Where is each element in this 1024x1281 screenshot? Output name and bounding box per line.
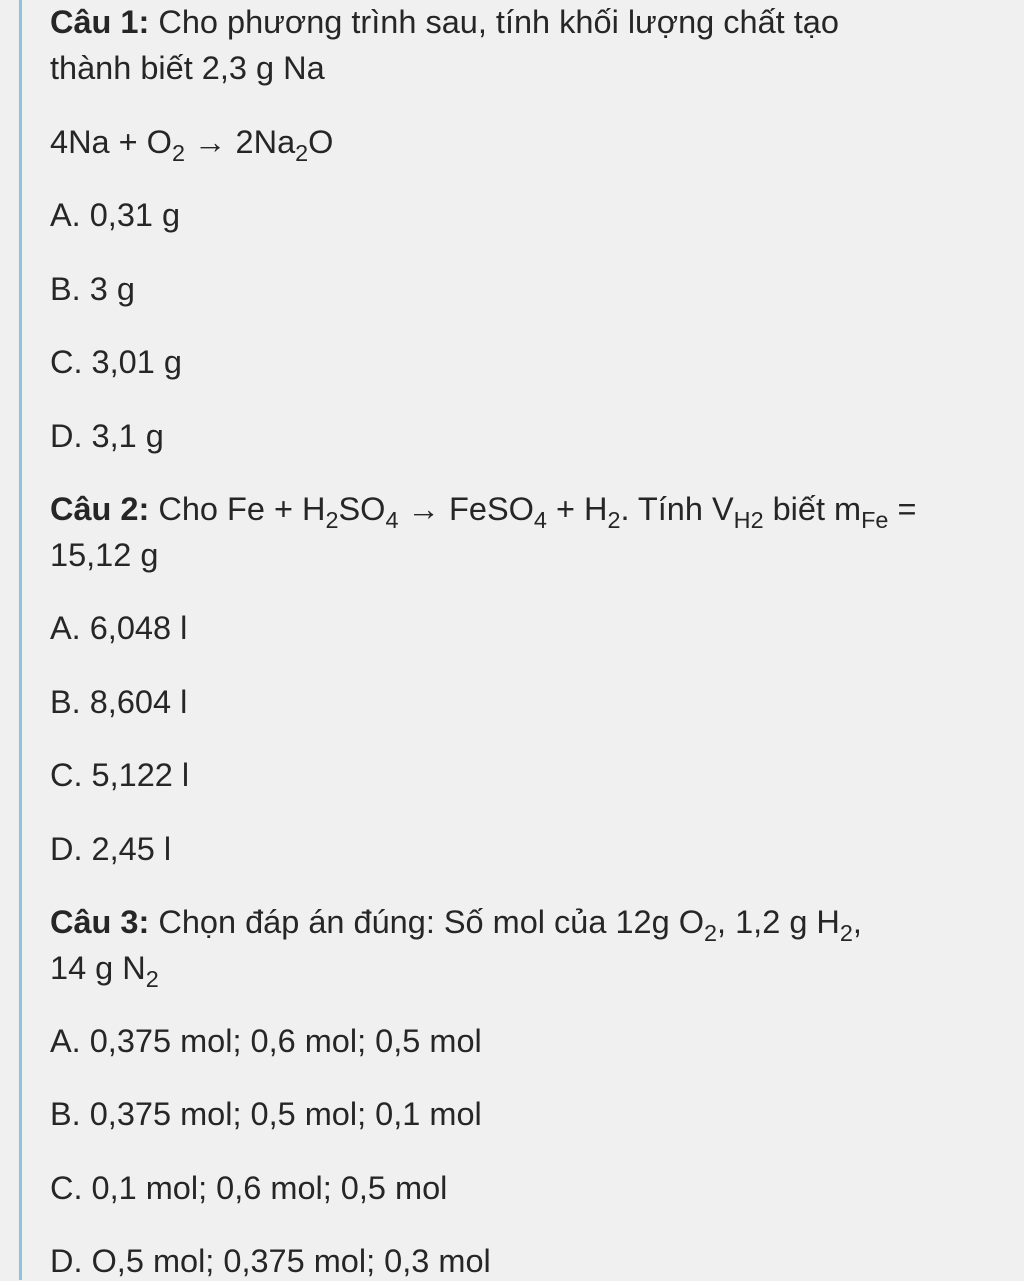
question-3-option-b[interactable]: B. 0,375 mol; 0,5 mol; 0,1 mol <box>50 1096 482 1132</box>
question-1-prompt-line-2: thành biết 2,3 g Na <box>50 50 325 86</box>
question-2-option-d[interactable]: D. 2,45 l <box>50 831 172 867</box>
question-1-heading: Câu 1: <box>50 4 150 40</box>
question-2-prompt-line-2: 15,12 g <box>50 537 159 573</box>
question-1-option-d[interactable]: D. 3,1 g <box>50 418 164 454</box>
question-3-prompt-line-1: Câu 3: Chọn đáp án đúng: Số mol của 12g $O_2$, 1,2 g $H_2$, <box>50 904 862 947</box>
question-3-option-d[interactable]: D. O,5 mol; 0,375 mol; 0,3 mol <box>50 1243 491 1279</box>
question-3-heading: Câu 3: <box>50 904 150 940</box>
question-2-heading: Câu 2: <box>50 491 150 527</box>
question-3-option-a[interactable]: A. 0,375 mol; 0,6 mol; 0,5 mol <box>50 1023 482 1059</box>
question-1-option-b[interactable]: B. 3 g <box>50 271 135 307</box>
question-1-option-a[interactable]: A. 0,31 g <box>50 197 181 233</box>
left-border-line <box>19 0 22 1280</box>
question-2-option-b[interactable]: B. 8,604 l <box>50 684 188 720</box>
question-3-prompt-line-2: 14 g $N_2$ <box>50 950 159 993</box>
question-2-option-a[interactable]: A. 6,048 l <box>50 610 188 646</box>
question-1-prompt-line-1: Câu 1: Cho phương trình sau, tính khối lượng chất tạo <box>50 4 839 40</box>
question-3-option-c[interactable]: C. 0,1 mol; 0,6 mol; 0,5 mol <box>50 1170 448 1206</box>
question-2-prompt-line-1: Câu 2: Cho $Fe + H_2SO_4$ → FeSO$_4$ + $H_2$. Tính $V_{H2}$ biết $m_{Fe}$ = <box>50 491 917 534</box>
question-2-option-c[interactable]: C. 5,122 l <box>50 757 190 793</box>
question-1-equation: $4Na + O_2 \to 2Na_2O$ <box>50 124 334 167</box>
question-1-option-c[interactable]: C. 3,01 g <box>50 344 182 380</box>
